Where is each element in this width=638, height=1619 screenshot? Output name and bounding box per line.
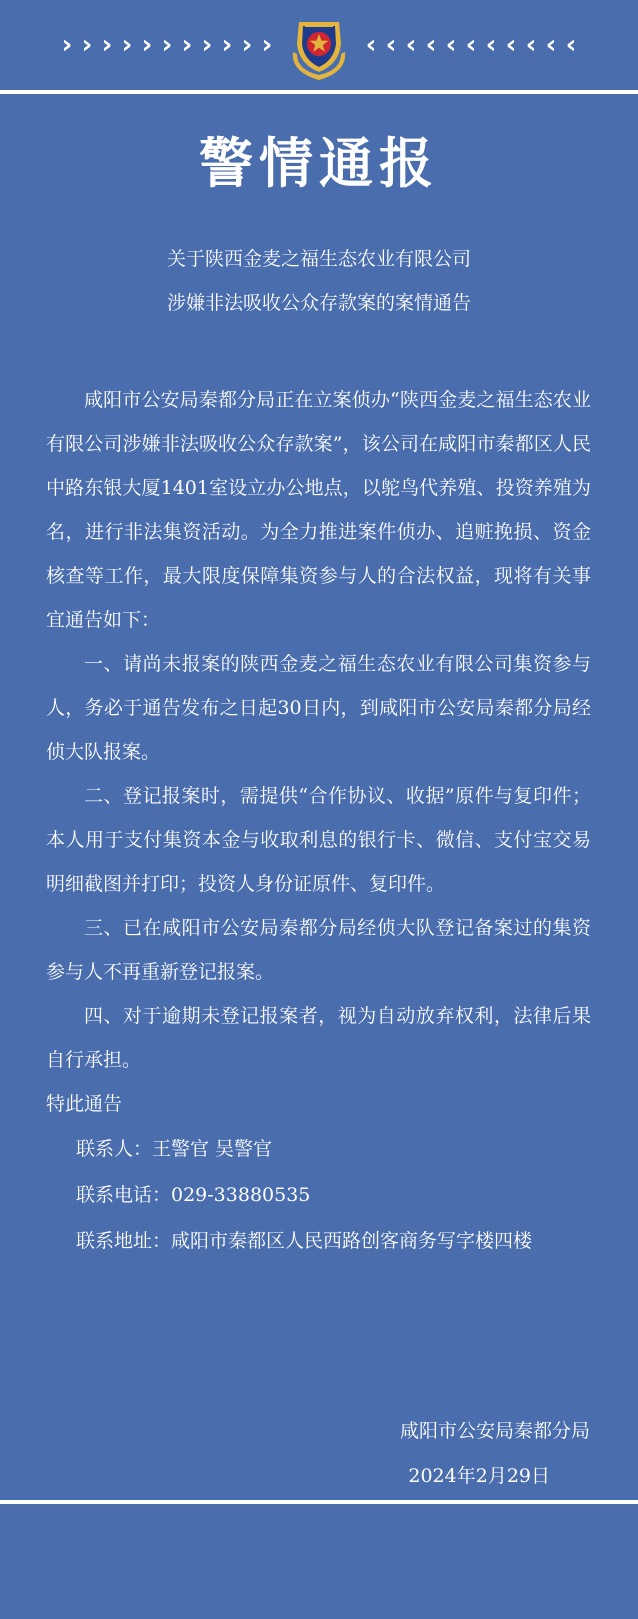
chevron-right-icon: ›	[81, 30, 93, 60]
chevron-right-icon: ›	[261, 30, 273, 60]
closing-statement: 特此通告	[46, 1093, 123, 1115]
contact-address: 联系地址：咸阳市秦都区人民西路创客商务写字楼四楼	[76, 1230, 533, 1252]
item-two-paragraph: 二、登记报案时，需提供“合作协议、收据”原件与复印件；本人用于支付集资本金与收取利息的银行卡、微信、支付宝交易明细截图并打印；投资人身份证原件、复印件。	[46, 785, 591, 895]
chevron-left-icon: ‹	[465, 30, 477, 60]
right-chevron-row	[362, 30, 580, 60]
chevron-right-icon: ›	[101, 30, 113, 60]
header-divider	[0, 90, 638, 94]
chevron-left-icon: ‹	[445, 30, 457, 60]
chevron-right-icon: ›	[61, 30, 73, 60]
chevron-left-icon: ‹	[505, 30, 517, 60]
chevron-left-icon: ‹	[405, 30, 417, 60]
chevron-right-icon: ›	[181, 30, 193, 60]
chevron-left-icon: ‹	[385, 30, 397, 60]
page-title: 警情通报	[199, 132, 439, 195]
contact-phone: 联系电话：029-33880535	[76, 1184, 311, 1206]
subtitle-line-2: 涉嫌非法吸收公众存款案的案情通告	[166, 292, 471, 314]
header-band	[0, 0, 638, 92]
chevron-right-icon: ›	[241, 30, 253, 60]
chevron-left-icon: ‹	[485, 30, 497, 60]
issue-date: 2024年2月29日	[408, 1465, 550, 1487]
contact-person: 联系人：王警官 吴警官	[76, 1138, 273, 1160]
chevron-right-icon: ›	[121, 30, 133, 60]
chevron-right-icon: ›	[161, 30, 173, 60]
item-one-paragraph: 一、请尚未报案的陕西金麦之福生态农业有限公司集资参与人，务必于通告发布之日起30日内，到咸阳市公安局秦都分局经侦大队报案。	[46, 653, 591, 763]
chevron-left-icon: ‹	[365, 30, 377, 60]
chevron-left-icon: ‹	[565, 30, 577, 60]
notice-body	[46, 378, 591, 1264]
chevron-left-icon: ‹	[525, 30, 537, 60]
left-chevron-row	[58, 30, 276, 60]
subtitle-line-1: 关于陕西金麦之福生态农业有限公司	[166, 248, 471, 270]
chevron-left-icon: ‹	[425, 30, 437, 60]
chevron-left-icon: ‹	[545, 30, 557, 60]
footer-divider	[0, 1500, 638, 1504]
item-three-paragraph: 三、已在咸阳市公安局秦都分局经侦大队登记备案过的集资参与人不再重新登记报案。	[46, 917, 591, 983]
police-emblem-icon	[283, 14, 355, 84]
item-four-paragraph: 四、对于逾期未登记报案者，视为自动放弃权利，法律后果自行承担。	[46, 1005, 591, 1071]
chevron-right-icon: ›	[141, 30, 153, 60]
chevron-right-icon: ›	[201, 30, 213, 60]
issuing-organization: 咸阳市公安局秦都分局	[399, 1420, 590, 1442]
chevron-right-icon: ›	[221, 30, 233, 60]
intro-paragraph: 咸阳市公安局秦都分局正在立案侦办“陕西金麦之福生态农业有限公司涉嫌非法吸收公众存款案”，该公司在咸阳市秦都区人民中路东银大厦1401室设立办公地点，以鸵鸟代养殖、投资养殖为名，进行非法集资活动。为全力推进案件侦办、追赃挽损、资金核查等工作，最大限度保障集资参与人的合法权益，现将有关事宜通告如下：	[46, 389, 591, 631]
